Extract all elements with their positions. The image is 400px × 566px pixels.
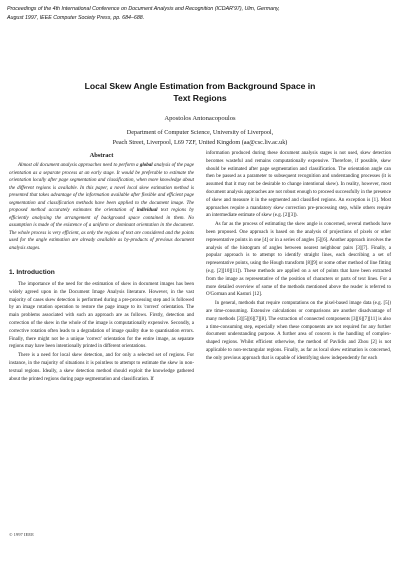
proceedings-header bbox=[7, 5, 337, 23]
intro-paragraph: The importance of the need for the estimation of skew in document images has been widely agreed upon in the Document Image Analysis literature. However, in the vast majority of cases skew detection is performed during a pre-processing step and is followed by an image rotation operation to restore the page image to its 'correct' orientation. The main problems associated with such an approach are as follows. Firstly, detection and correction of the skew in the whole of the image is computationally expensive. Secondly, a corrective rotation often leads to a degradation of image quality due to quantisation errors. Finally, there might not be a unique 'correct' orientation for the entire image, as separate regions may have been intentionally printed in different orientations. bbox=[9, 282, 194, 350]
body-paragraph: information produced during these document analysis stages is not used, skew detection becomes wasteful and remains computationally expensive. Therefore, if possible, skew should be estimated after page segmentation and classification. The orientation angle can then be passed as a parameter to subsequent recognition and understanding processes (it is assumed that it may not be desirable to change intentional skew). In reality, however, most document analysis approaches are not robust enough to proceed successfully in the presence of skew and measure it in the segmented and classified regions. An exception is [1]. Most approaches require a mandatory skew correction pre-processing step, while others require an intermediate estimate of skew (e.g. [2][3]). bbox=[206, 151, 391, 219]
proceedings-line-2: August 1997, IEEE Computer Society Press, pp. 684–688. bbox=[7, 15, 145, 21]
body-paragraph: As far as the process of estimating the skew angle is concerned, several methods have been proposed. One approach is based on the analysis of projections of pixels or other representative points in one [4] or in a series of angles [5][6]. Another approach involves the analysis of the histogram of angles between nearest neighbour pairs [3][7]. Finally, a popular approach is to attempt to identify straight lines, each describing a set of representative points, using the Hough transform [8][9] or some other method of line fitting (e.g. [2][10][11]). These methods are applied on a set of points that have been extracted from the image as representative of the position of characters or parts of text lines. For a more detailed overview of some of the methods mentioned above the reader is referred to O'Gorman and Kasturi [12]. bbox=[206, 222, 391, 298]
author-name: Apostolos Antonacopoulos bbox=[164, 115, 236, 122]
title-line-2: Text Regions bbox=[173, 93, 227, 103]
body-paragraph: In general, methods that require computations on the pixel-based image data (e.g. [5]) are time-consuming. Extensive calculations or comparisons are another disadvantage of many methods [3][5][6][7][8]. The extraction of connected components [3][6][7][11] is also a time-consuming step, especially when these components are not required for any further document understanding purpose. A further area of concern is the handling of complex-shaped regions. Whilst efficient otherwise, the method of Pavlidis and Zhou [2] is not applicable to non-rectangular regions. Finally, as far as local skew estimation is concerned, the only previous approach that is capable of identifying skew independently for each bbox=[206, 301, 391, 361]
abstract-part-2: analysis of the page orientation as a separate process at an early stage. It would be preferable to estimate the orientation locally after page segmentation and classification, when more knowledge about the different regions is available. In this paper, a novel local skew estimation method is presented that takes advantage of the information available after flexible and efficient page segmentation and classification methods have been applied to the document image. The proposed method accurately estimates the orientation of bbox=[9, 163, 195, 213]
left-column bbox=[9, 150, 194, 384]
affiliation-line-2: Peach Street, Liverpool, L69 7ZF, United Kingdom (aa@csc.liv.ac.uk) bbox=[112, 139, 288, 146]
title-line-1: Local Skew Angle Estimation from Background Space in bbox=[84, 81, 316, 91]
abstract-emphasis-individual: individual bbox=[136, 208, 158, 213]
affiliation-line-1: Department of Computer Science, University of Liverpool, bbox=[126, 129, 274, 136]
abstract-text bbox=[9, 162, 194, 252]
abstract-heading: Abstract bbox=[89, 152, 114, 159]
paper-title bbox=[60, 80, 340, 104]
abstract-emphasis-global: global bbox=[139, 163, 153, 168]
copyright-notice: © 1997 IEEE bbox=[9, 532, 34, 537]
right-column bbox=[206, 150, 391, 364]
intro-paragraph: There is a need for local skew detection, and for only a selected set of regions. For instance, in the majority of situations it is pointless to attempt to estimate the skew in non-textual regions. Ideally, a skew detection method should exploit the knowledge gathered about the printed regions during page segmentation and classification. If bbox=[9, 353, 194, 382]
abstract-part-1: Almost all document analysis approaches need to perform a bbox=[18, 163, 140, 168]
section-heading-introduction: 1. Introduction bbox=[9, 269, 55, 276]
author-affiliation bbox=[30, 128, 370, 148]
abstract-part-3: text regions by efficiently analysing the arrangement of background space contained in them. No assumption is made of the existence of a uniform or dominant orientation in the document. The whole process is very efficient, as only the regions of text are considered and the points used for the angle estimation are already available as by-products of previous document analysis stages. bbox=[9, 208, 194, 251]
proceedings-line-1: Proceedings of the 4th International Conference on Document Analysis and Recognition (ICDAR'97), Ulm, Germany, bbox=[7, 6, 280, 12]
